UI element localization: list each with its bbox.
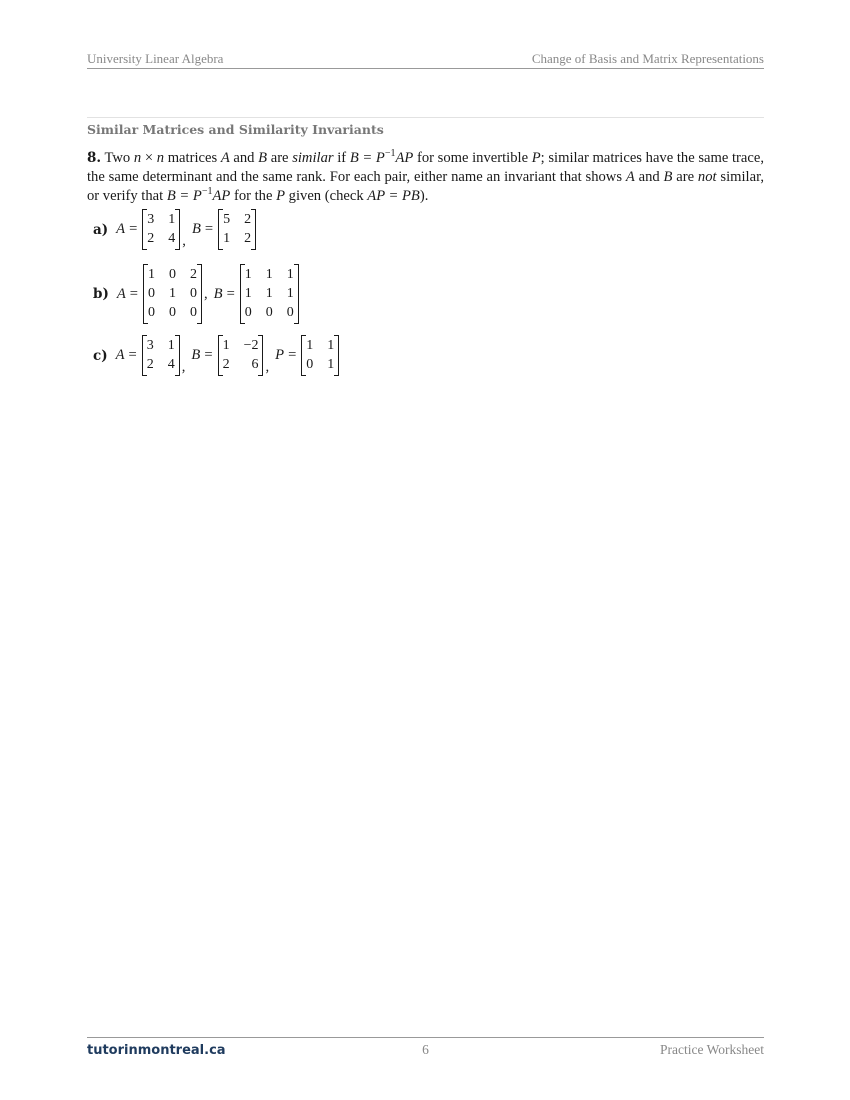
matrix-cell: 1: [222, 338, 230, 353]
part-label: a): [93, 221, 109, 238]
matrix-cell: 1: [147, 267, 155, 282]
problem-text: for the: [230, 188, 277, 204]
problem-text: are: [267, 150, 293, 166]
matrix-a: [143, 264, 202, 324]
matrix-b: [218, 335, 264, 376]
matrix-cell: 0: [189, 286, 197, 301]
matrix-cell: 2: [189, 267, 197, 282]
matrix-cell: 0: [286, 305, 294, 320]
matrix-cell: 1: [168, 212, 176, 227]
matrix-cell: 1: [223, 231, 231, 246]
problem-text: and: [229, 150, 259, 166]
footer-site-link[interactable]: tutorinmontreal.ca: [87, 1043, 226, 1058]
equals-sign: =: [129, 221, 138, 237]
matrix-cell: 4: [167, 357, 175, 372]
math-var: P: [531, 150, 541, 166]
matrix-cell: 0: [147, 305, 155, 320]
matrix-cell: 0: [265, 305, 273, 320]
matrix-b: [218, 209, 256, 250]
matrix-cell: 6: [251, 357, 259, 372]
problem-number: 8.: [87, 150, 102, 166]
matrix-cell: 2: [244, 212, 252, 227]
part-label: b): [93, 286, 109, 302]
matrix-cell: 1: [244, 286, 252, 301]
math-var: B: [258, 150, 268, 166]
problem-text: ; similar matrices have the same trace, the same determinant and the same rank. For each pair, either name an invariant that shows: [87, 150, 764, 185]
header-chapter-title: Change of Basis and Matrix Representations: [531, 51, 764, 66]
matrix-name: A: [116, 285, 126, 302]
problem-text: if: [333, 150, 350, 166]
part-label: c): [93, 347, 108, 364]
footer-rule: [87, 1037, 764, 1038]
matrix-cell: 0: [168, 305, 176, 320]
matrix-name: A: [115, 347, 125, 363]
equals-sign: =: [204, 221, 214, 237]
part-c: [93, 335, 339, 376]
matrix-cell: 2: [244, 231, 252, 246]
page-number: 6: [422, 1042, 429, 1057]
matrix-name: A: [116, 221, 126, 237]
matrix-cell: 1: [306, 338, 314, 353]
problem-text: for some invertible: [413, 150, 532, 166]
page-footer: [87, 1042, 764, 1058]
math-var: P: [276, 188, 286, 204]
math-expr: AP: [395, 150, 414, 166]
comma: ,: [265, 359, 270, 375]
problem-text: given (check: [285, 188, 368, 204]
matrix-cell: 1: [244, 267, 252, 282]
matrix-a: [142, 335, 180, 376]
matrix-cell: 4: [168, 231, 176, 246]
problem-text: Two: [101, 150, 134, 166]
math-expr: B = P: [166, 188, 202, 204]
math-expr: AP = PB: [367, 188, 420, 204]
comma: ,: [203, 285, 208, 302]
part-a: [93, 209, 256, 250]
header-course-title: University Linear Algebra: [87, 51, 224, 66]
problem-text: similar, or verify that: [87, 169, 764, 204]
matrix-cell: 0: [147, 286, 155, 301]
equals-sign: =: [204, 347, 213, 363]
matrix-b: [240, 264, 299, 324]
matrix-name: B: [191, 347, 201, 363]
math-sup: −1: [384, 148, 396, 159]
matrix-cell: 1: [265, 267, 273, 282]
matrix-cell: 1: [168, 286, 176, 301]
matrix-cell: 1: [167, 338, 175, 353]
problem-text: matrices: [164, 150, 221, 166]
matrix-cell: 1: [286, 286, 294, 301]
problem-text: ).: [419, 188, 429, 204]
problem-text: and: [634, 169, 664, 185]
emphasis-not: not: [697, 169, 717, 185]
matrix-cell: 0: [244, 305, 252, 320]
problem-statement: [87, 149, 764, 206]
math-var: A: [220, 150, 230, 166]
math-op: ×: [141, 150, 157, 166]
math-sup: −1: [201, 186, 213, 197]
matrix-cell: 5: [223, 212, 231, 227]
footer-label: Practice Worksheet: [660, 1042, 764, 1057]
matrix-cell: −2: [243, 338, 259, 353]
problem-text: are: [672, 169, 698, 185]
math-var: B: [663, 169, 673, 185]
section-rule: [87, 117, 764, 118]
matrix-name: B: [213, 285, 223, 302]
section-title: Similar Matrices and Similarity Invariants: [87, 122, 384, 137]
matrix-name: P: [275, 347, 285, 363]
matrix-cell: 2: [147, 231, 155, 246]
matrix-p: [301, 335, 339, 376]
page-header: [87, 51, 764, 67]
matrix-cell: 3: [147, 212, 155, 227]
part-b: [93, 264, 299, 324]
matrix-cell: 1: [327, 357, 335, 372]
equals-sign: =: [226, 285, 235, 302]
header-rule: [87, 68, 764, 69]
matrix-cell: 0: [306, 357, 314, 372]
math-expr: AP: [212, 188, 231, 204]
equals-sign: =: [128, 347, 137, 363]
math-expr: B = P: [349, 150, 385, 166]
matrix-cell: 1: [265, 286, 273, 301]
matrix-cell: 2: [222, 357, 230, 372]
matrix-a: [142, 209, 180, 250]
comma: ,: [181, 359, 186, 375]
matrix-name: B: [191, 221, 201, 237]
matrix-cell: 3: [146, 338, 154, 353]
matrix-cell: 1: [286, 267, 294, 282]
matrix-cell: 1: [327, 338, 335, 353]
matrix-cell: 0: [189, 305, 197, 320]
matrix-cell: 0: [168, 267, 176, 282]
emphasis-similar: similar: [292, 150, 334, 166]
math-var: A: [625, 169, 635, 185]
equals-sign: =: [288, 347, 297, 363]
equals-sign: =: [129, 285, 138, 302]
matrix-cell: 2: [146, 357, 154, 372]
math-var: n: [156, 150, 165, 166]
comma: ,: [182, 233, 186, 249]
math-var: n: [133, 150, 142, 166]
